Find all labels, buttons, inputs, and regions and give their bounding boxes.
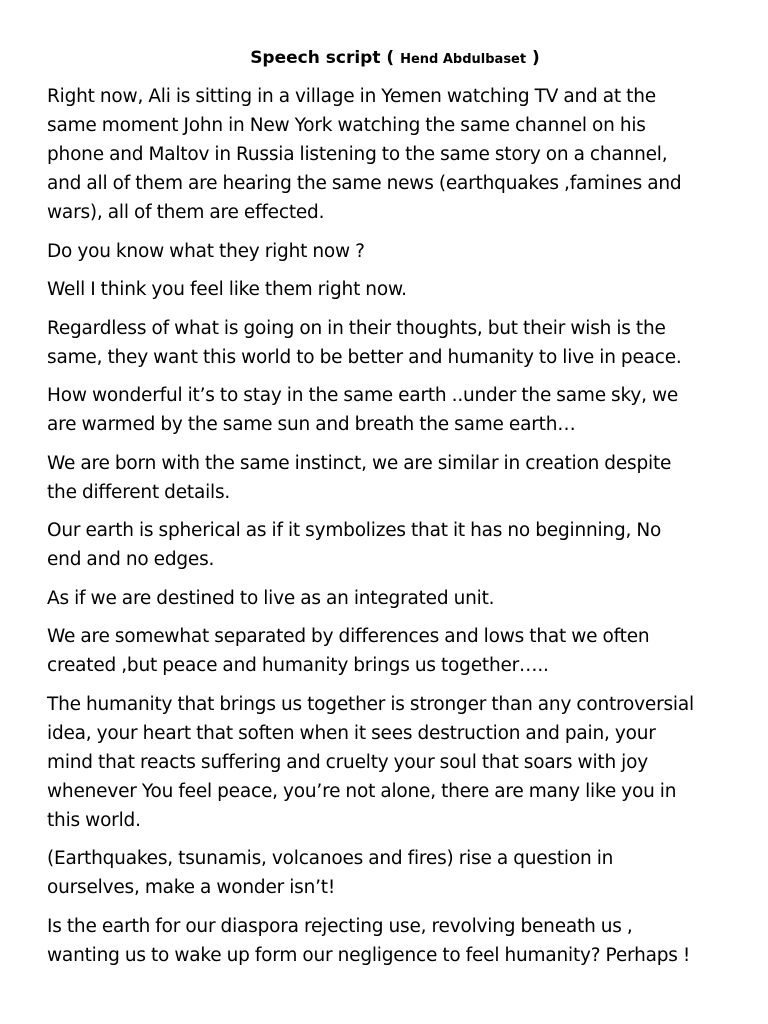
paragraph	[47, 622, 737, 680]
text-line: whenever You feel peace, you’re not alone, there are many like you in	[47, 780, 677, 802]
text-line: We are born with the same instinct, we are similar in creation despite	[47, 452, 672, 474]
text-line: Right now, Ali is sitting in a village in Yemen watching TV and at the	[47, 86, 656, 107]
text-line: How wonderful it’s to stay in the same earth ..under the same sky, we	[47, 385, 679, 406]
title-main: Speech script (	[250, 48, 395, 68]
text-line: ourselves, make a wonder isn’t!	[47, 877, 336, 898]
text-line: The humanity that brings us together is stronger than any controversial	[47, 693, 694, 715]
text-line: phone and Maltov in Russia listening to the same story on a channel,	[47, 144, 668, 165]
text-line: Do you know what they right now ?	[47, 240, 365, 262]
paragraph	[47, 584, 737, 613]
paragraph	[47, 381, 737, 439]
text-line: same, they want this world to be better and humanity to live in peace.	[47, 346, 682, 368]
document-page	[47, 44, 737, 979]
paragraph	[47, 237, 737, 266]
text-line: same moment John in New York watching the same channel on his	[47, 115, 646, 136]
text-line: wars), all of them are effected.	[47, 202, 325, 223]
text-line: this world.	[47, 809, 141, 831]
text-line: mind that reacts suffering and cruelty your soul that soars with joy	[47, 751, 648, 773]
text-line: are warmed by the same sun and breath the same earth…	[47, 414, 576, 435]
text-line: the different details.	[47, 481, 231, 503]
text-line: created ,but peace and humanity brings us together…..	[47, 655, 549, 676]
paragraph	[47, 516, 737, 574]
title-close: )	[532, 48, 540, 68]
text-line: Well I think you feel like them right now.	[47, 279, 407, 300]
text-line: As if we are destined to live as an integrated unit.	[47, 587, 495, 609]
text-line: We are somewhat separated by differences and lows that we often	[47, 626, 650, 647]
page-title	[47, 44, 737, 74]
text-line: Our earth is spherical as if it symbolizes that it has no beginning, No	[47, 520, 662, 541]
text-line: idea, your heart that soften when it sees destruction and pain, your	[47, 722, 656, 744]
text-line: Regardless of what is going on in their thoughts, but their wish is the	[47, 317, 666, 339]
paragraph	[47, 275, 737, 304]
paragraph	[47, 844, 737, 902]
paragraph	[47, 912, 737, 970]
text-line: and all of them are hearing the same news (earthquakes ,famines and	[47, 173, 682, 194]
text-line: (Earthquakes, tsunamis, volcanoes and fires) rise a question in	[47, 848, 614, 869]
paragraph	[47, 449, 737, 507]
paragraph	[47, 82, 737, 227]
title-author: Hend Abdulbaset	[400, 52, 527, 67]
text-line: end and no edges.	[47, 549, 215, 570]
text-line: wanting us to wake up form our negligence to feel humanity? Perhaps !	[47, 944, 691, 966]
paragraph	[47, 690, 737, 835]
paragraph	[47, 314, 737, 372]
text-line: Is the earth for our diaspora rejecting use, revolving beneath us ,	[47, 915, 633, 937]
speech-body	[47, 82, 737, 970]
